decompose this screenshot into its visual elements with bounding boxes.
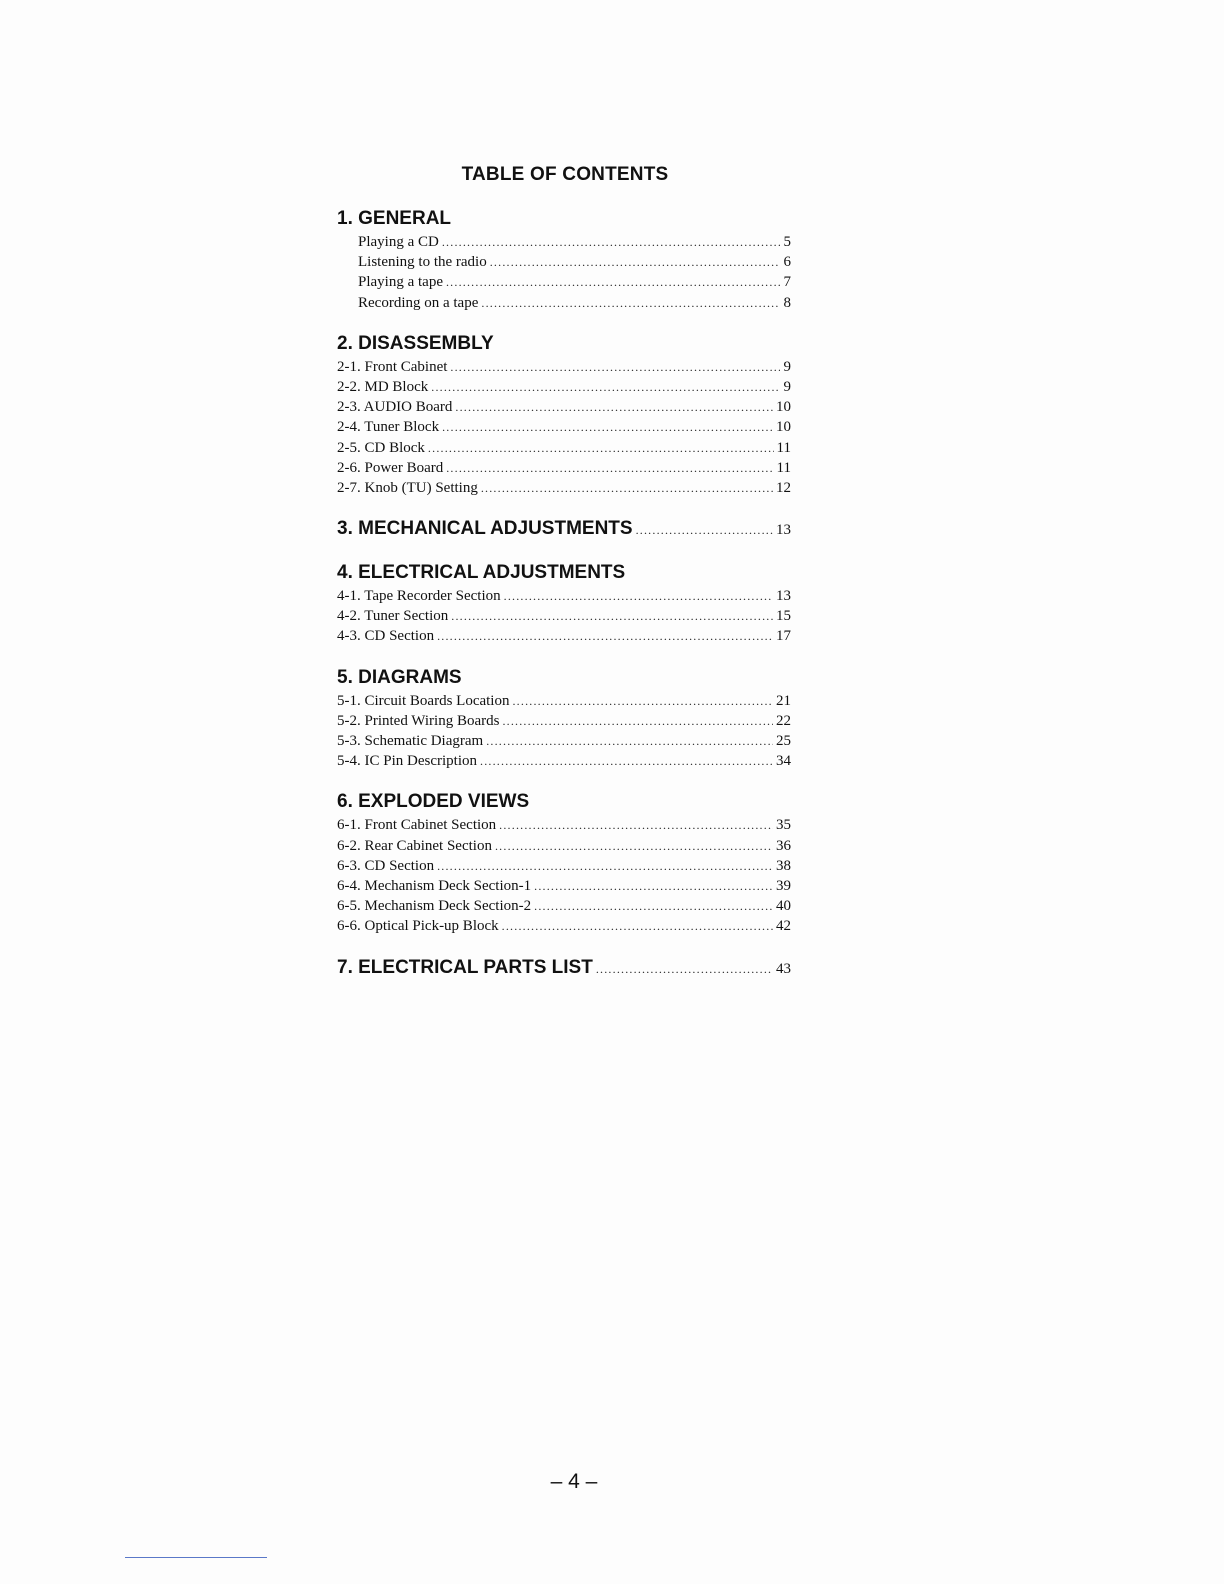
divider-line [125, 1557, 267, 1558]
dot-leader [512, 691, 773, 711]
dot-leader [596, 956, 773, 982]
section-electrical-adjustments [337, 560, 791, 647]
toc-entry[interactable] [337, 478, 791, 498]
section-heading: 2. DISASSEMBLY [337, 332, 494, 354]
toc-entry[interactable] [337, 232, 791, 252]
dot-leader [495, 836, 773, 856]
dot-leader [534, 896, 773, 916]
toc-entry[interactable] [337, 252, 791, 272]
entry-page: 10 [776, 419, 791, 436]
dot-leader [442, 232, 780, 252]
entry-label: 4-3. CD Section [337, 628, 435, 645]
entry-label: 4-2. Tuner Section [337, 608, 449, 625]
entry-label: 6-5. Mechanism Deck Section-2 [337, 898, 532, 915]
entry-label: 6-6. Optical Pick-up Block [337, 918, 499, 935]
toc-entry[interactable] [337, 377, 791, 397]
toc-entry[interactable] [337, 731, 791, 751]
page-number: – 4 – [550, 1470, 598, 1493]
toc-entry[interactable] [337, 626, 791, 646]
entry-page: 34 [776, 753, 791, 770]
entry-page: 35 [776, 817, 791, 834]
toc-entry[interactable] [337, 751, 791, 771]
section-general [337, 206, 791, 313]
entry-page: 40 [776, 898, 791, 915]
dot-leader [446, 458, 773, 478]
section-heading: 1. GENERAL [337, 208, 452, 229]
toc-entry[interactable] [337, 896, 791, 916]
toc-entry[interactable] [337, 458, 791, 478]
dot-leader [437, 856, 773, 876]
entry-page: 7 [783, 274, 791, 291]
entry-page: 12 [776, 479, 791, 496]
dot-leader [486, 731, 773, 751]
entry-page: 36 [776, 837, 791, 854]
entry-page: 15 [776, 608, 791, 625]
entry-label: 5-4. IC Pin Description [337, 753, 477, 770]
toc-entry[interactable] [337, 856, 791, 876]
section-diagrams [337, 665, 791, 772]
entry-page: 13 [776, 522, 791, 539]
entry-label: 6-3. CD Section [337, 857, 435, 874]
toc-entry[interactable] [337, 417, 791, 437]
entry-label: 2-7. Knob (TU) Setting [337, 479, 478, 496]
entry-page: 17 [776, 628, 791, 645]
toc-entry[interactable] [337, 836, 791, 856]
dot-leader [490, 252, 780, 272]
dot-leader [428, 438, 774, 458]
page-title: TABLE OF CONTENTS [461, 164, 669, 185]
entry-page: 9 [783, 358, 791, 375]
toc-entry[interactable] [337, 516, 791, 542]
toc-entry[interactable] [337, 438, 791, 458]
toc-entry[interactable] [337, 955, 791, 981]
dot-leader [451, 606, 773, 626]
dot-leader [636, 517, 773, 543]
entry-page: 6 [783, 254, 791, 271]
entry-label: 4-1. Tape Recorder Section [337, 588, 501, 605]
entry-page: 42 [776, 918, 791, 935]
entry-label: 2-3. AUDIO Board [337, 399, 453, 416]
entry-label: 6-4. Mechanism Deck Section-1 [337, 877, 532, 894]
section-exploded-views [337, 789, 791, 936]
dot-leader [499, 815, 773, 835]
toc-entry[interactable] [337, 876, 791, 896]
toc-entry[interactable] [337, 815, 791, 835]
toc-entry[interactable] [337, 293, 791, 313]
section-heading: 5. DIAGRAMS [337, 666, 462, 688]
entry-page: 9 [783, 378, 791, 395]
table-of-contents [337, 206, 791, 999]
entry-page: 5 [783, 234, 791, 250]
entry-label: 2-4. Tuner Block [337, 419, 440, 436]
section-heading: 3. MECHANICAL ADJUSTMENTS [337, 518, 633, 540]
toc-entry[interactable] [337, 916, 791, 936]
dot-leader [480, 751, 773, 771]
entry-label: 2-2. MD Block [337, 378, 429, 395]
dot-leader [450, 357, 780, 377]
entry-page: 11 [776, 459, 791, 476]
section-electrical-parts-list [337, 955, 791, 981]
dot-leader [481, 478, 773, 498]
entry-label: Playing a CD [358, 234, 439, 250]
dot-leader [502, 711, 773, 731]
entry-label: Listening to the radio [358, 254, 487, 271]
entry-page: 43 [776, 960, 791, 977]
dot-leader [455, 397, 773, 417]
entry-label: 6-2. Rear Cabinet Section [337, 837, 492, 854]
toc-entry[interactable] [337, 397, 791, 417]
entry-label: 2-6. Power Board [337, 459, 444, 476]
toc-entry[interactable] [337, 711, 791, 731]
entry-page: 10 [776, 399, 791, 416]
section-disassembly [337, 331, 791, 498]
entry-page: 38 [776, 857, 791, 874]
entry-label: Recording on a tape [358, 294, 479, 311]
dot-leader [431, 377, 780, 397]
toc-entry[interactable] [337, 586, 791, 606]
entry-label: 6-1. Front Cabinet Section [337, 817, 497, 834]
entry-page: 8 [783, 294, 791, 311]
dot-leader [504, 586, 773, 606]
toc-entry[interactable] [337, 357, 791, 377]
toc-entry[interactable] [337, 272, 791, 292]
entry-page: 39 [776, 877, 791, 894]
dot-leader [442, 417, 773, 437]
entry-label: 2-5. CD Block [337, 439, 425, 456]
entry-page: 22 [776, 712, 791, 729]
section-heading: 4. ELECTRICAL ADJUSTMENTS [337, 562, 626, 584]
entry-page: 21 [776, 692, 791, 709]
toc-entry[interactable] [337, 691, 791, 711]
entry-page: 11 [776, 439, 791, 456]
section-heading: 6. EXPLODED VIEWS [337, 791, 530, 813]
entry-label: Playing a tape [358, 274, 443, 291]
dot-leader [534, 876, 773, 896]
entry-label: 5-2. Printed Wiring Boards [337, 712, 500, 729]
entry-label: 5-1. Circuit Boards Location [337, 692, 510, 709]
section-mechanical-adjustments [337, 516, 791, 542]
toc-entry[interactable] [337, 606, 791, 626]
dot-leader [481, 293, 780, 313]
entry-label: 2-1. Front Cabinet [337, 358, 448, 375]
section-heading: 7. ELECTRICAL PARTS LIST [337, 956, 593, 978]
entry-label: 5-3. Schematic Diagram [337, 733, 484, 749]
entry-page: 25 [776, 733, 791, 749]
dot-leader [437, 626, 773, 646]
entry-page: 13 [776, 588, 791, 605]
dot-leader [502, 916, 773, 936]
dot-leader [446, 272, 780, 292]
